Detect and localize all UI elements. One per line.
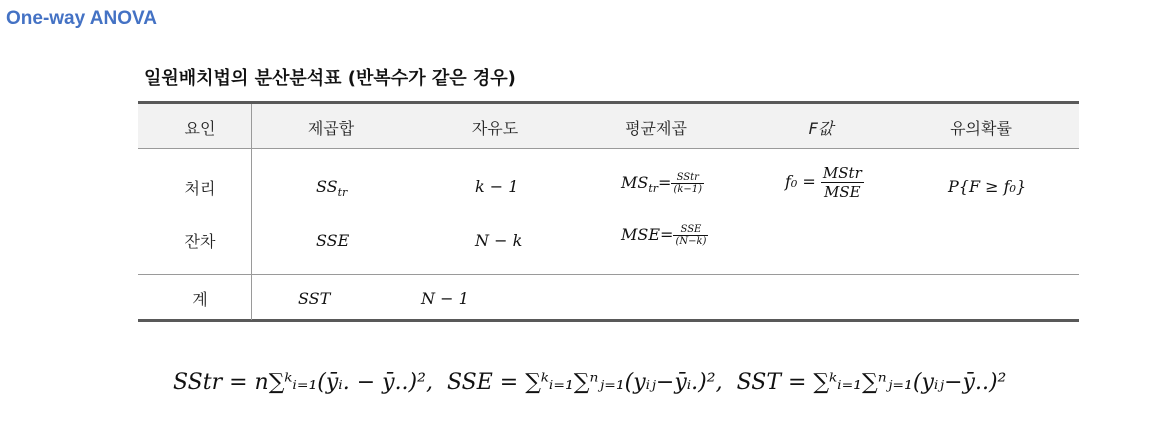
header-sum-of-squares: 제곱합 xyxy=(307,119,355,138)
row-ss-treatment: $SS_{tr}$ xyxy=(316,177,348,200)
row-df-treatment: k − 1 xyxy=(475,177,519,196)
row-factor-residual: 잔차 xyxy=(184,232,216,251)
slide-title: One-way ANOVA xyxy=(6,8,157,29)
row-df-total: N − 1 xyxy=(421,289,469,308)
row-p-treatment: P{F ≥ f₀} xyxy=(948,177,1027,196)
header-f-value: F값 xyxy=(808,119,834,138)
factor-column-divider xyxy=(251,104,252,320)
anova-table xyxy=(138,101,1079,322)
row-ss-residual: SSE xyxy=(316,231,350,250)
bottom-rule xyxy=(138,319,1079,322)
row-ms-treatment: $MS_{tr}=$ $\frac{\text{SStr}}{(k-1)}$ xyxy=(621,172,703,196)
row-df-residual: N − k xyxy=(475,231,523,250)
row-ms-residual: MSE= $\frac{\text{SSE}}{(N-k)}$ xyxy=(621,224,707,247)
header-band xyxy=(138,104,1079,148)
row-factor-total: 계 xyxy=(192,290,208,309)
formula-sst: SST = ∑ᵏᵢ₌₁∑ⁿⱼ₌₁(yᵢⱼ−ȳ..)² xyxy=(736,370,1007,395)
header-p-value: 유의확률 xyxy=(950,119,1012,138)
row-factor-treatment: 처리 xyxy=(184,179,216,198)
row-ss-total: SST xyxy=(298,289,331,308)
row-f-treatment: f₀ = $\frac{\text{MStr}}{\text{MSE}}$ xyxy=(785,164,862,201)
total-rule xyxy=(138,274,1079,275)
table-heading: 일원배치법의 분산분석표 (반복수가 같은 경우) xyxy=(144,68,516,89)
header-mean-square: 평균제곱 xyxy=(625,119,687,138)
header-rule xyxy=(138,148,1079,149)
formula-sse: SSE = ∑ᵏᵢ₌₁∑ⁿⱼ₌₁(yᵢⱼ−ȳᵢ.)² xyxy=(446,370,716,395)
header-factor: 요인 xyxy=(184,119,216,138)
header-degrees-of-freedom: 자유도 xyxy=(471,119,519,138)
top-rule xyxy=(138,101,1079,104)
sum-of-squares-formulas: SStr = n∑ᵏᵢ₌₁(ȳᵢ. − ȳ..)², SSE = ∑ᵏᵢ₌₁∑ⁿⱼ₌₁(yᵢⱼ−ȳᵢ.)², SST = ∑ᵏᵢ₌₁∑ⁿⱼ₌₁(yᵢⱼ−ȳ..)² xyxy=(173,370,1007,395)
formula-sstr: SStr = n∑ᵏᵢ₌₁(ȳᵢ. − ȳ..)² xyxy=(173,370,426,395)
